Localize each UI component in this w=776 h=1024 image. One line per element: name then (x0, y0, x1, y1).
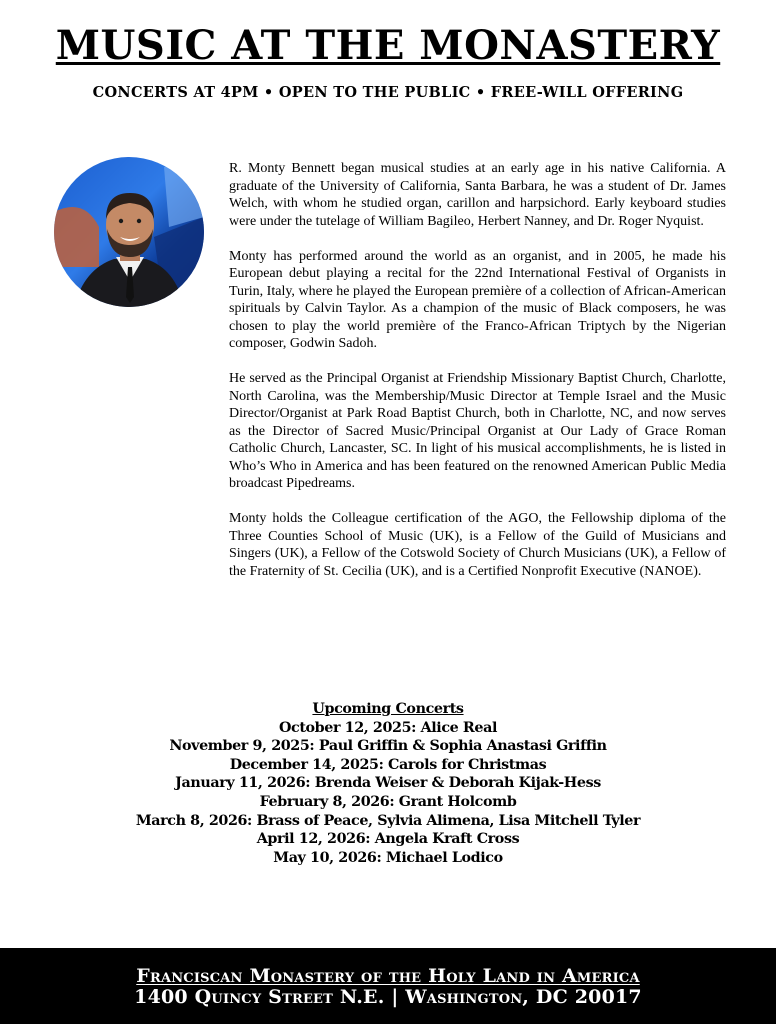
bio-paragraph: R. Monty Bennett began musical studies at an early age in his native California. A graduate of the University of California, Santa Barbara, he was a student of Dr. James Welch, with whom he studied organ, carillon and harpsichord. Early keyboard studies were under the tutelage of William Bagileo, Herbert Nanney, and Dr. Roger Nyquist. (229, 161, 726, 229)
upcoming-concerts-heading: Upcoming Concerts (312, 701, 464, 717)
concert-item: February 8, 2026: Grant Holcomb (259, 793, 517, 810)
concert-item: January 11, 2026: Brenda Weiser & Deborah Kijak-Hess (175, 775, 601, 792)
organist-portrait-photo (54, 157, 204, 307)
page-title: MUSIC AT THE MONASTERY (55, 22, 721, 69)
concert-item: March 8, 2026: Brass of Peace, Sylvia Alimena, Lisa Mitchell Tyler (135, 812, 641, 829)
bio-paragraph: Monty holds the Colleague certification of the AGO, the Fellowship diploma of the Three Counties School of Music (UK), is a Fellow of the Guild of Musicians and Singers (UK), a Fellow of the Cotswold Society of Church Musicians (UK), a Fellow of the Fraternity of St. Cecilia (UK), and is a Certified Nonprofit Executive (NANOE). (229, 511, 726, 579)
footer-organization-name: Franciscan Monastery of the Holy Land in America (136, 965, 640, 987)
footer-address: 1400 Quincy Street N.E. | Washington, DC 20017 (134, 986, 642, 1008)
upcoming-concerts-list (0, 700, 776, 867)
concert-item: November 9, 2025: Paul Griffin & Sophia Anastasi Griffin (169, 738, 607, 755)
organist-biography (229, 160, 726, 598)
bio-paragraph: Monty has performed around the world as an organist, and in 2005, he made his European debut playing a recital for the 22nd International Festival of Organists in Turin, Italy, where he played the European première of a collection of African-American spirituals by Calvin Taylor. As a champion of the music of Black composers, he was chosen to play the world première of the Franco-African Triptych by the Nigerian composer, Godwin Sadoh. (229, 248, 726, 351)
concert-item: April 12, 2026: Angela Kraft Cross (256, 831, 520, 848)
concert-item: October 12, 2025: Alice Real (278, 719, 497, 736)
concert-item: December 14, 2025: Carols for Christmas (229, 756, 547, 773)
footer-banner (0, 948, 776, 1024)
concert-item: May 10, 2026: Michael Lodico (273, 849, 503, 866)
concert-info-subtitle: CONCERTS AT 4PM • OPEN TO THE PUBLIC • FREE-WILL OFFERING (92, 84, 684, 101)
bio-paragraph: He served as the Principal Organist at Friendship Missionary Baptist Church, Charlotte, North Carolina, was the Membership/Music Director at Temple Israel and the Music Director/Organist at Park Road Baptist Church, both in Charlotte, NC, and now serves as the Director of Sacred Music/Principal Organist at Our Lady of Grace Roman Catholic Church, Lancaster, SC. In light of his musical accomplishments, he is listed in Who’s Who in America and has been featured on the renowned American Public Media broadcast Pipedreams. (229, 371, 726, 491)
portrait-image (54, 157, 204, 307)
